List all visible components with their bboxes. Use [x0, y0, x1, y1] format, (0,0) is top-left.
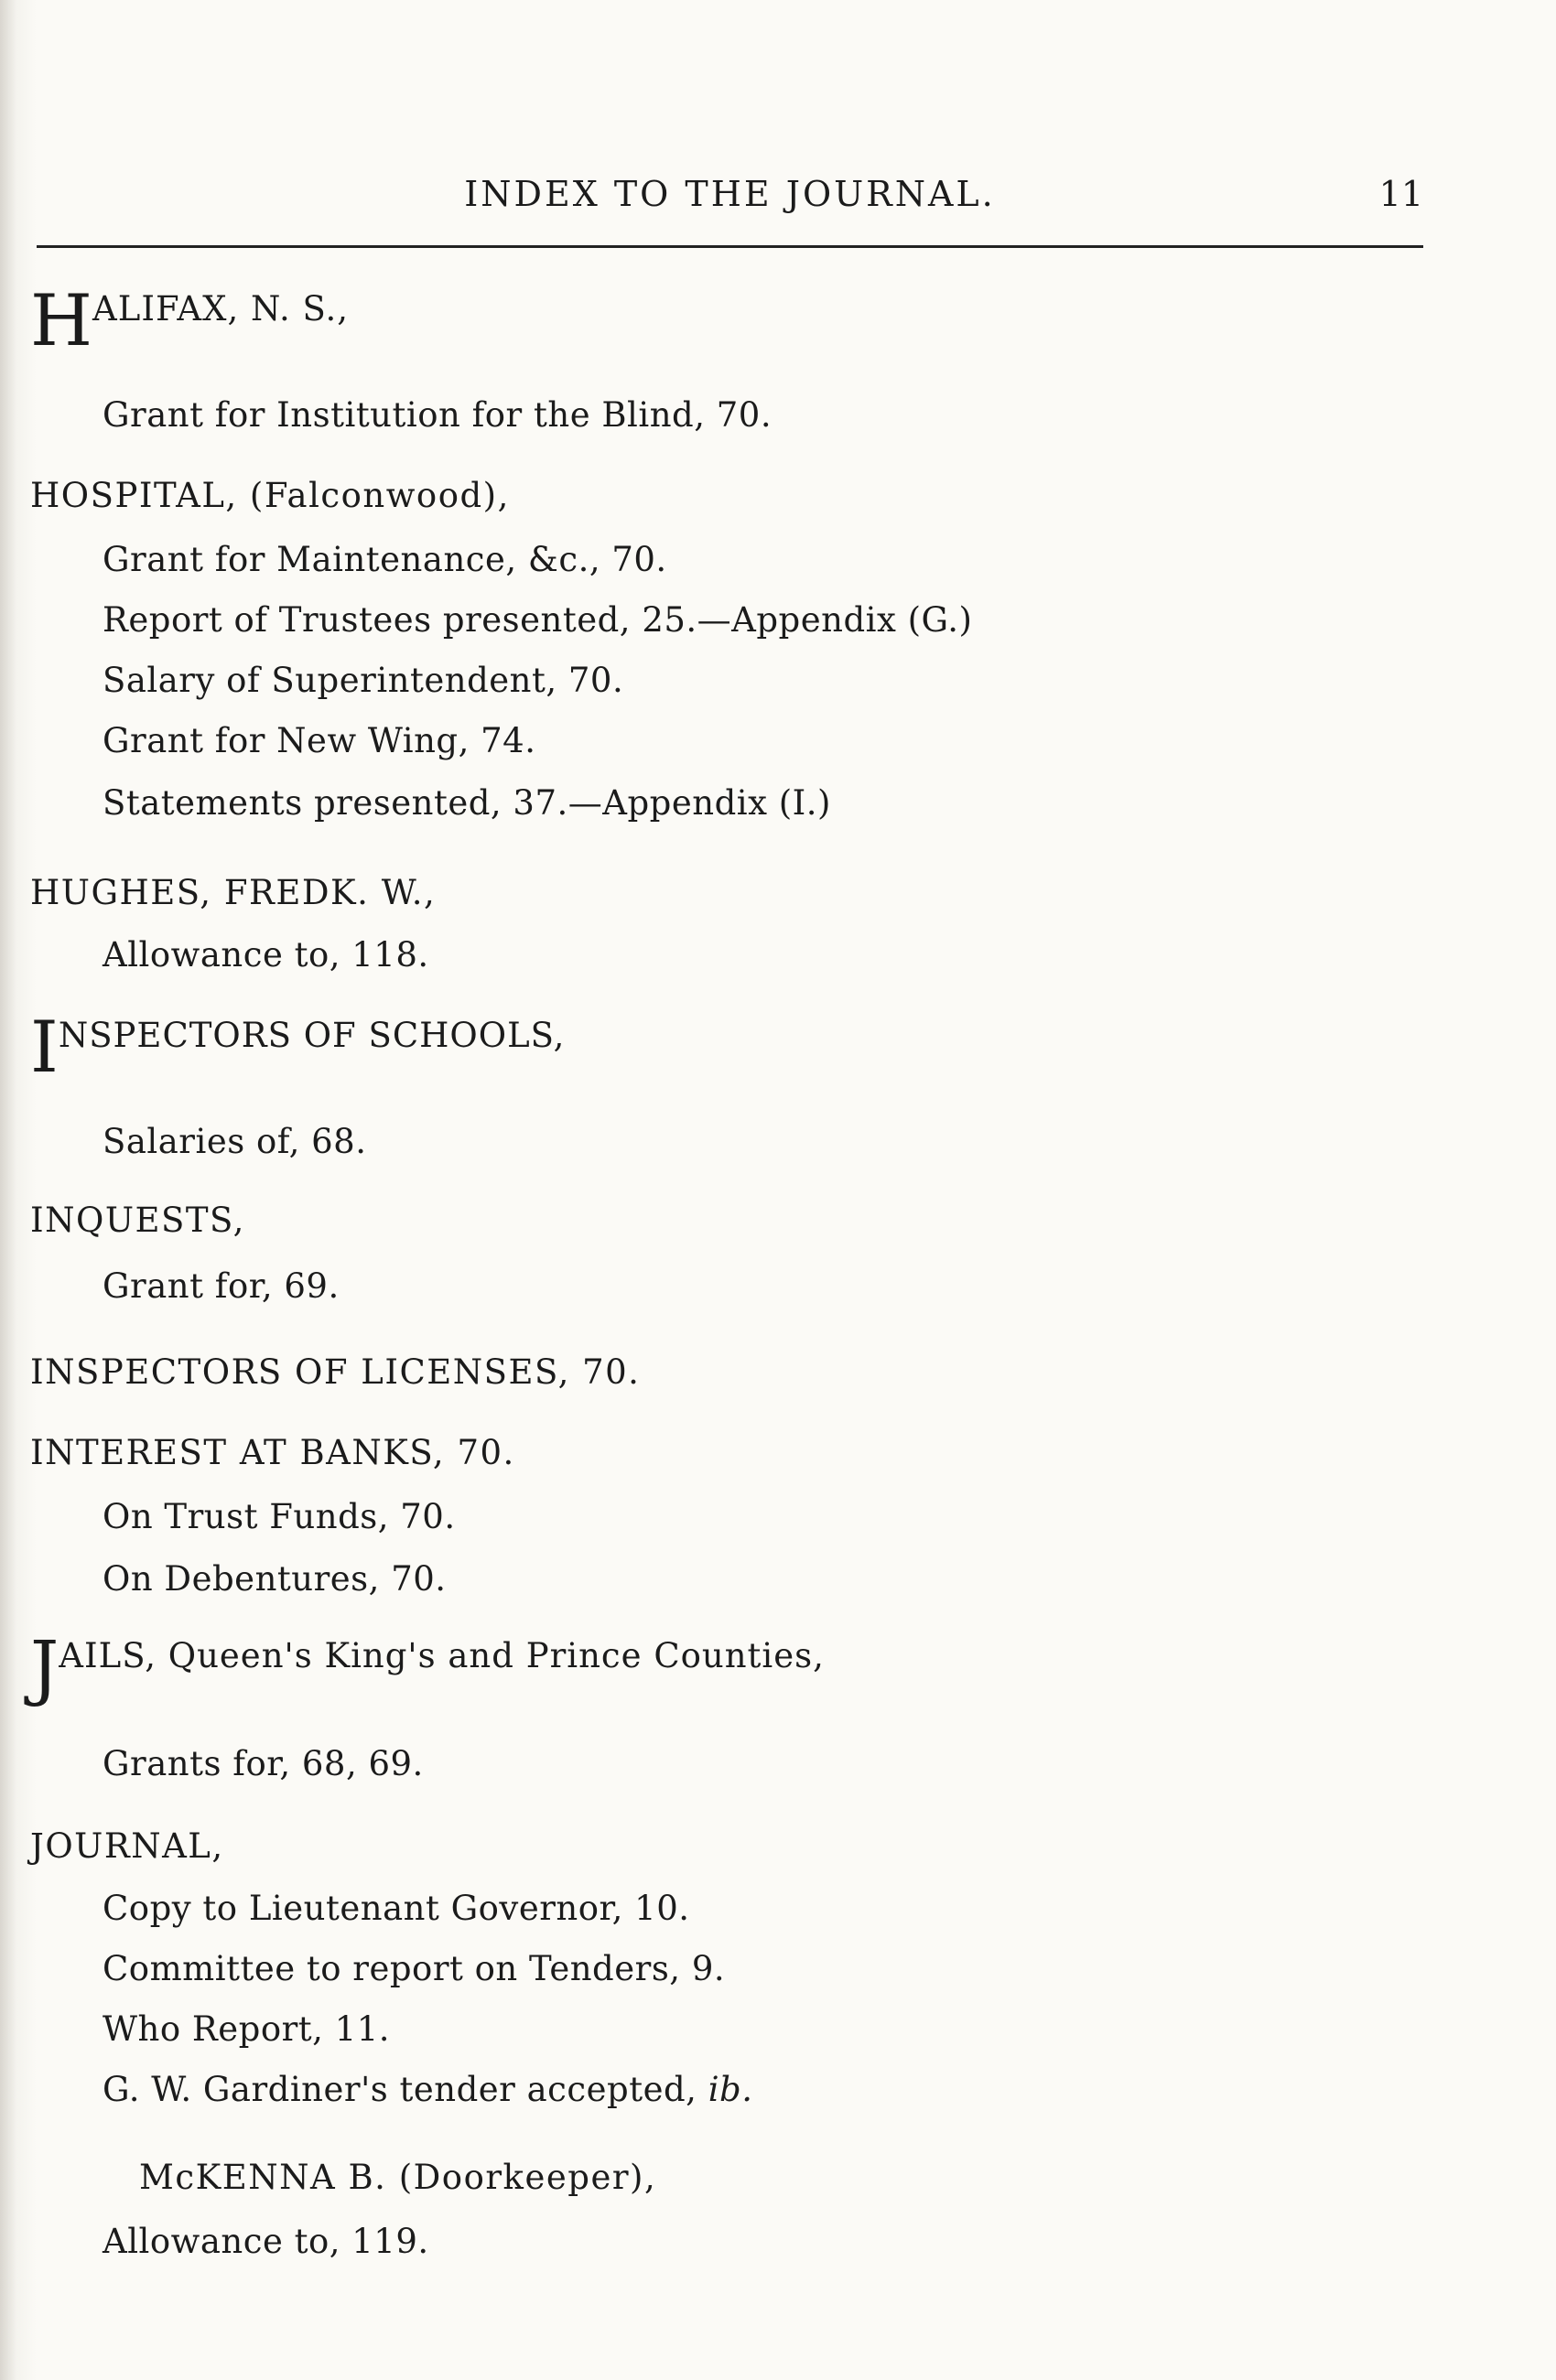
index-subentry: Report of Trustees presented, 25.—Appendix (G.) [103, 600, 973, 640]
page-number: 11 [1378, 174, 1423, 214]
index-subentry: Allowance to, 119. [103, 2222, 429, 2261]
index-subentry: Committee to report on Tenders, 9. [103, 1949, 726, 1988]
index-subentry: Who Report, 11. [103, 2009, 391, 2049]
heading-text: ALIFAX, N. S., [92, 289, 350, 328]
index-heading-hospital: HOSPITAL, (Falconwood), [30, 476, 510, 515]
ibid-abbreviation: ib. [708, 2070, 753, 2109]
index-subentry: Grant for Institution for the Blind, 70. [103, 395, 773, 435]
index-heading-mckenna: McKENNA B. (Doorkeeper), [139, 2158, 657, 2197]
header-rule [37, 245, 1423, 248]
index-heading-inquests: INQUESTS, [30, 1201, 245, 1240]
index-heading-jails [30, 1627, 825, 1709]
index-subentry: Grants for, 68, 69. [103, 1744, 424, 1783]
page-title: INDEX TO THE JOURNAL. [464, 174, 996, 214]
drop-cap: J [30, 1627, 59, 1709]
page-header [37, 174, 1423, 221]
index-subentry [103, 2070, 752, 2109]
index-heading-interest-at-banks: INTEREST AT BANKS, 70. [30, 1433, 515, 1472]
index-heading-halifax [30, 280, 350, 362]
index-heading-journal: JOURNAL, [30, 1826, 224, 1866]
index-subentry: Grant for, 69. [103, 1266, 340, 1306]
index-heading-hughes: HUGHES, FREDK. W., [30, 873, 437, 912]
index-subentry: Salaries of, 68. [103, 1122, 367, 1161]
index-subentry: Grant for New Wing, 74. [103, 721, 536, 760]
index-subentry: Copy to Lieutenant Governor, 10. [103, 1889, 690, 1928]
index-subentry: Allowance to, 118. [103, 935, 429, 975]
index-subentry: On Trust Funds, 70. [103, 1497, 456, 1536]
index-subentry: Statements presented, 37.—Appendix (I.) [103, 783, 831, 823]
drop-cap: H [30, 280, 93, 362]
index-subentry: Grant for Maintenance, &c., 70. [103, 540, 667, 579]
subentry-text: G. W. Gardiner's tender accepted, [103, 2070, 708, 2109]
index-heading-inspectors-of-licenses: INSPECTORS OF LICENSES, 70. [30, 1352, 641, 1392]
index-heading-inspectors-of-schools [30, 1007, 566, 1089]
drop-cap: I [30, 1007, 59, 1089]
heading-text: NSPECTORS OF SCHOOLS, [58, 1016, 566, 1055]
index-subentry: Salary of Superintendent, 70. [103, 661, 624, 700]
index-subentry: On Debentures, 70. [103, 1559, 447, 1599]
heading-text: AILS, Queen's King's and Prince Counties, [59, 1636, 825, 1675]
